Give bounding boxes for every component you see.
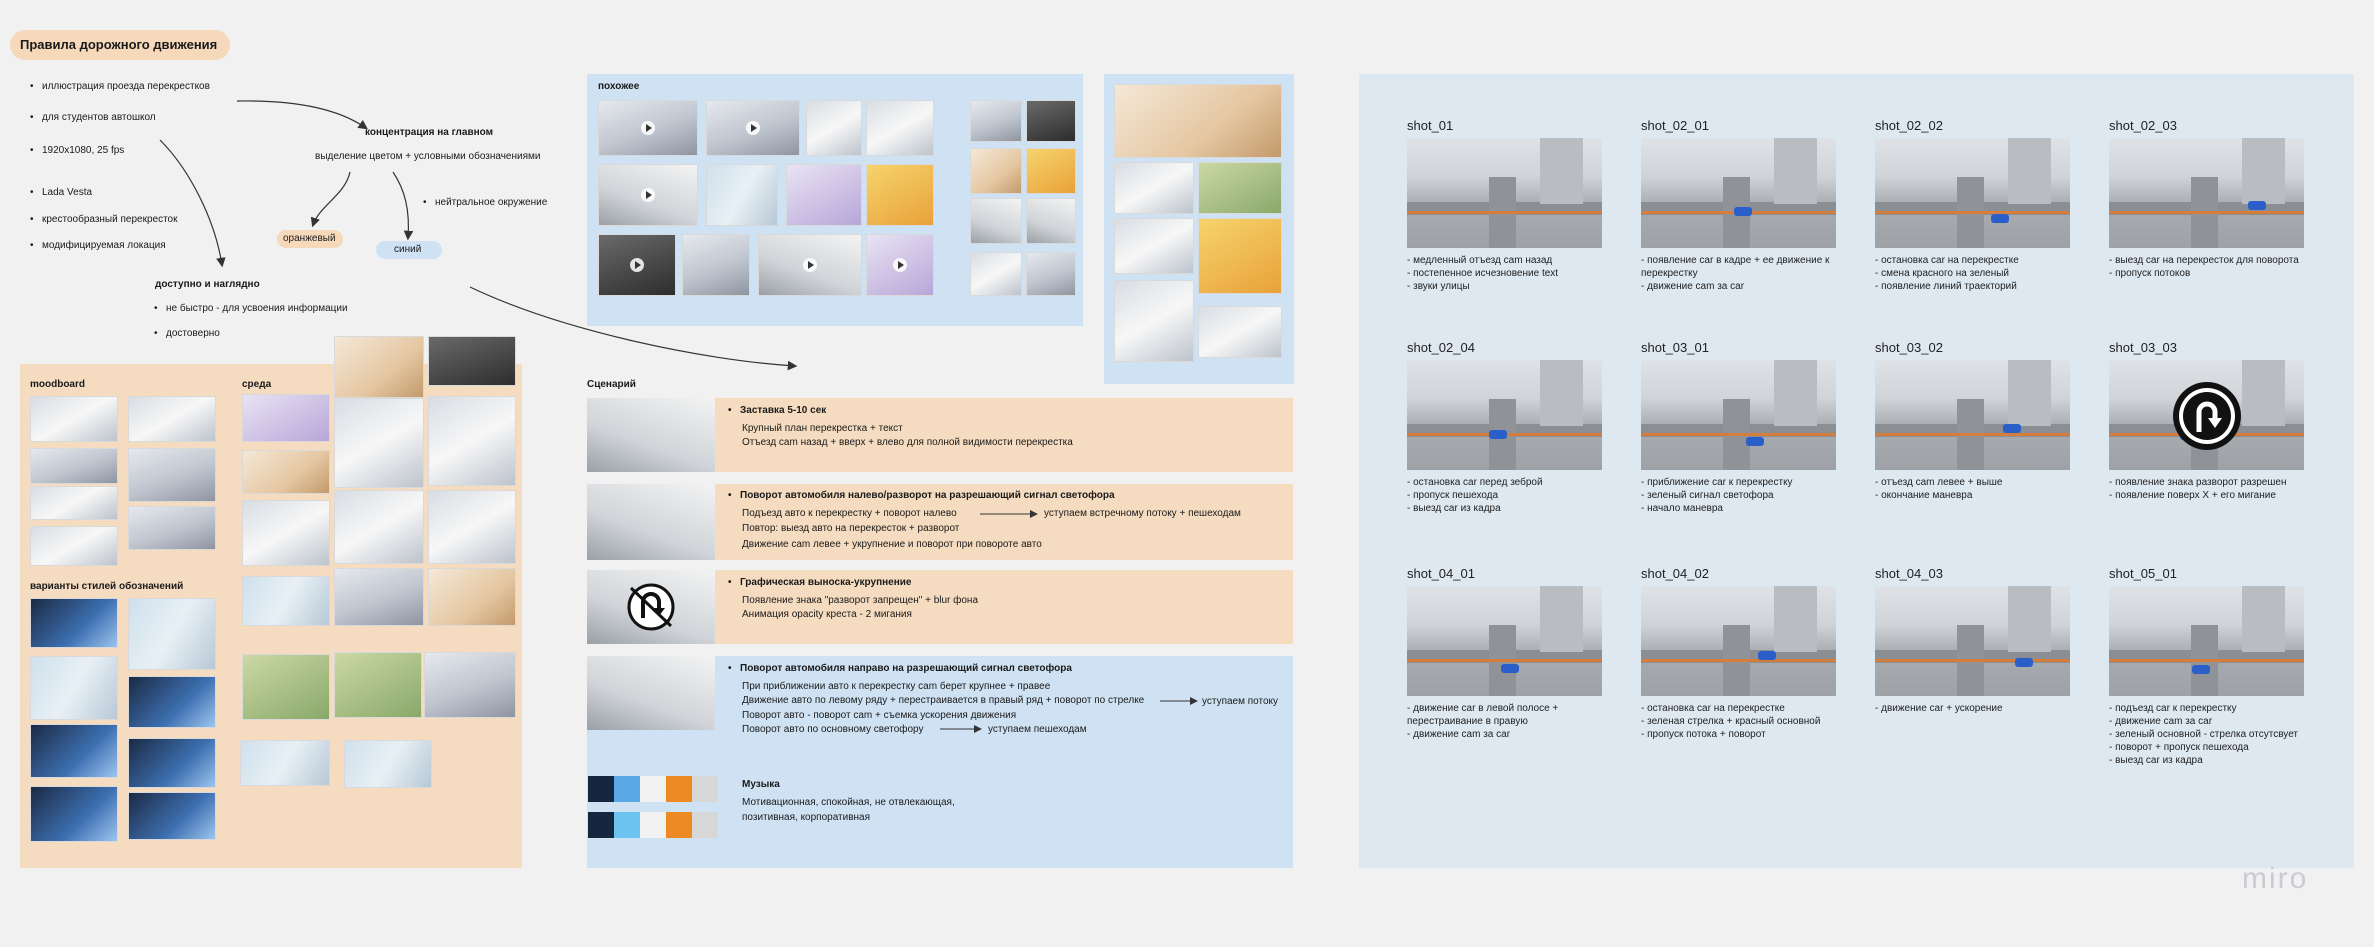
scenario-line: Анимация opacity креста - 2 мигания bbox=[742, 609, 912, 620]
shot-frame[interactable] bbox=[1407, 586, 1602, 696]
shot-description-line: - выезд car на перекресток для поворота bbox=[2109, 255, 2299, 266]
scenario-line: Движение cam левее + укрупнение и поворот при повороте авто bbox=[742, 539, 1042, 550]
car-marker bbox=[2003, 424, 2021, 433]
shot-description-line: перестраивание в правую bbox=[1407, 716, 1528, 727]
shot-description-line: перекрестку bbox=[1641, 268, 1698, 279]
shot-label: shot_03_01 bbox=[1641, 340, 1709, 355]
shot-description-line: - выезд car из кадра bbox=[1407, 503, 1501, 514]
scenario-line: Повтор: выезд авто на перекресток + разворот bbox=[742, 523, 960, 534]
scenario-heading: • Поворот автомобиля налево/разворот на разрешающий сигнал светофора bbox=[740, 489, 1115, 503]
environment-note: • нейтральное окружение bbox=[435, 196, 547, 210]
shot-label: shot_02_03 bbox=[2109, 118, 2177, 133]
shot-description-line: - подъезд car к перекрестку bbox=[2109, 703, 2237, 714]
shot-description bbox=[1641, 476, 1793, 515]
shot-description bbox=[1875, 702, 2003, 715]
shot-description-line: - зеленая стрелка + красный основной bbox=[1641, 716, 1821, 727]
shot-description-line: - пропуск пешехода bbox=[1407, 490, 1499, 501]
scenario-heading: • Заставка 5-10 сек bbox=[740, 404, 826, 418]
shot-description-line: - пропуск потока + поворот bbox=[1641, 729, 1766, 740]
scenario-line: Крупный план перекрестка + текст bbox=[742, 423, 903, 434]
shot-description-line: - движение car в левой полосе + bbox=[1407, 703, 1559, 714]
shot-frame[interactable] bbox=[1875, 138, 2070, 248]
car-marker bbox=[1489, 430, 1507, 439]
shot-description bbox=[1875, 254, 2019, 293]
shot-description-line: - отъезд cam левее + выше bbox=[1875, 477, 2003, 488]
car-marker bbox=[1758, 651, 1776, 660]
shot-description-line: - остановка car на перекрестке bbox=[1641, 703, 1785, 714]
tag-blue: синий bbox=[394, 244, 422, 255]
focus-subtitle: выделение цветом + условными обозначениями bbox=[315, 151, 541, 162]
access-item: • не быстро - для усвоения информации bbox=[166, 302, 348, 316]
shot-description bbox=[2109, 476, 2286, 502]
shot-description bbox=[1407, 476, 1543, 515]
brief-item: • модифицируемая локация bbox=[42, 239, 166, 253]
shot-frame[interactable] bbox=[1875, 360, 2070, 470]
shot-description-line: - пропуск потоков bbox=[2109, 268, 2191, 279]
access-title: доступно и наглядно bbox=[155, 279, 260, 290]
shot-description-line: - поворот + пропуск пешехода bbox=[2109, 742, 2249, 753]
shot-frame[interactable] bbox=[2109, 586, 2304, 696]
shot-description bbox=[1641, 702, 1820, 741]
shot-label: shot_05_01 bbox=[2109, 566, 2177, 581]
shot-label: shot_02_01 bbox=[1641, 118, 1709, 133]
shot-description-line: - движение cam за car bbox=[1641, 281, 1745, 292]
shot-description-line: - приближение car к перекрестку bbox=[1641, 477, 1793, 488]
styles-title: варианты стилей обозначений bbox=[30, 581, 184, 592]
shot-frame[interactable] bbox=[1641, 138, 1836, 248]
scenario-line: Отъезд cam назад + вверх + влево для полной видимости перекрестка bbox=[742, 437, 1073, 448]
shot-description bbox=[1407, 254, 1558, 293]
shot-description-line: - движение car + ускорение bbox=[1875, 703, 2003, 714]
scenario-arrow-text: уступаем встречному потоку + пешеходам bbox=[1044, 508, 1241, 519]
shot-description-line: - зеленый сигнал светофора bbox=[1641, 490, 1774, 501]
scenario-title: Сценарий bbox=[587, 379, 636, 390]
car-marker bbox=[1501, 664, 1519, 673]
car-marker bbox=[1991, 214, 2009, 223]
shot-frame[interactable] bbox=[1407, 360, 1602, 470]
shot-label: shot_02_02 bbox=[1875, 118, 1943, 133]
brief-item: • иллюстрация проезда перекрестков bbox=[42, 80, 210, 94]
shot-description-line: - звуки улицы bbox=[1407, 281, 1470, 292]
shot-frame[interactable] bbox=[1407, 138, 1602, 248]
scenario-heading: • Графическая выноска-укрупнение bbox=[740, 576, 912, 590]
car-marker bbox=[2015, 658, 2033, 667]
car-marker bbox=[2248, 201, 2266, 210]
scenario-line: При приближении авто к перекрестку cam берет крупнее + правее bbox=[742, 681, 1051, 692]
scenario-line: Появление знака "разворот запрещен" + blur фона bbox=[742, 595, 979, 606]
shot-frame[interactable] bbox=[1875, 586, 2070, 696]
shot-description-line: - зеленый основной - стрелка отсутсвует bbox=[2109, 729, 2299, 740]
miro-logo: miro bbox=[2242, 862, 2309, 895]
access-item: • достоверно bbox=[166, 327, 220, 341]
shot-description bbox=[2109, 254, 2299, 280]
tag-orange: оранжевый bbox=[283, 233, 336, 244]
shot-frame[interactable] bbox=[2109, 360, 2304, 470]
moodboard-title: moodboard bbox=[30, 379, 85, 390]
music-heading: Музыка bbox=[742, 779, 780, 790]
brief-item: • 1920x1080, 25 fps bbox=[42, 144, 124, 158]
shot-description-line: - движение cam за car bbox=[2109, 716, 2213, 727]
scenario-arrow-text: уступаем пешеходам bbox=[988, 724, 1087, 735]
focus-title: концентрация на главном bbox=[365, 127, 494, 138]
u-turn-sign-icon bbox=[2171, 380, 2243, 452]
shot-description-line: - появление поверх Х + его мигание bbox=[2109, 490, 2276, 501]
environment-title: среда bbox=[242, 379, 272, 390]
shot-label: shot_03_02 bbox=[1875, 340, 1943, 355]
car-marker bbox=[1734, 207, 1752, 216]
shot-description bbox=[2109, 702, 2298, 767]
shot-description-line: - окончание маневра bbox=[1875, 490, 1973, 501]
shot-description-line: - смена красного на зеленый bbox=[1875, 268, 2010, 279]
shot-frame[interactable] bbox=[1641, 360, 1836, 470]
car-marker bbox=[1746, 437, 1764, 446]
shot-description-line: - постепенное исчезновение text bbox=[1407, 268, 1559, 279]
brief-item: • для студентов автошкол bbox=[42, 111, 156, 125]
shot-description-line: - появление знака разворот разрешен bbox=[2109, 477, 2287, 488]
shot-description-line: - появление линий траекторий bbox=[1875, 281, 2017, 292]
shot-description-line: - движение cam за car bbox=[1407, 729, 1511, 740]
shot-label: shot_04_03 bbox=[1875, 566, 1943, 581]
shot-description-line: - остановка car на перекрестке bbox=[1875, 255, 2019, 266]
music-line: Мотивационная, спокойная, не отвлекающая, bbox=[742, 797, 955, 808]
shot-description-line: - выезд car из кадра bbox=[2109, 755, 2203, 766]
shot-description-line: - медленный отъезд cam назад bbox=[1407, 255, 1553, 266]
shot-description bbox=[1875, 476, 2002, 502]
scenario-line: Поворот авто - поворот cam + съемка ускорения движения bbox=[742, 710, 1017, 721]
scenario-heading: • Поворот автомобиля направо на разрешающий сигнал светофора bbox=[740, 662, 1072, 676]
scenario-arrow-text: уступаем потоку bbox=[1202, 696, 1279, 707]
page-title: Правила дорожного движения bbox=[20, 37, 218, 52]
music-line: позитивная, корпоративная bbox=[742, 812, 871, 823]
similar-title: похожее bbox=[598, 81, 640, 92]
shot-frame[interactable] bbox=[2109, 138, 2304, 248]
car-marker bbox=[2192, 665, 2210, 674]
shot-description-line: - начало маневра bbox=[1641, 503, 1723, 514]
scenario-line: Поворот авто по основному светофору bbox=[742, 724, 924, 735]
shot-label: shot_03_03 bbox=[2109, 340, 2177, 355]
shot-frame[interactable] bbox=[1641, 586, 1836, 696]
brief-item: • крестообразный перекресток bbox=[42, 213, 178, 227]
shot-label: shot_02_04 bbox=[1407, 340, 1475, 355]
shot-label: shot_04_01 bbox=[1407, 566, 1475, 581]
shot-description bbox=[1641, 254, 1829, 293]
shot-label: shot_04_02 bbox=[1641, 566, 1709, 581]
shot-description bbox=[1407, 702, 1558, 741]
shot-label: shot_01 bbox=[1407, 118, 1454, 133]
brief-item: • Lada Vesta bbox=[42, 186, 92, 200]
scenario-line: Движение авто по левому ряду + перестраивается в правый ряд + поворот по стрелке bbox=[742, 695, 1145, 706]
scenario-line: Подъезд авто к перекрестку + поворот налево bbox=[742, 508, 957, 519]
shot-description-line: - остановка car перед зеброй bbox=[1407, 477, 1543, 488]
shot-description-line: - появление car в кадре + ее движение к bbox=[1641, 255, 1830, 266]
